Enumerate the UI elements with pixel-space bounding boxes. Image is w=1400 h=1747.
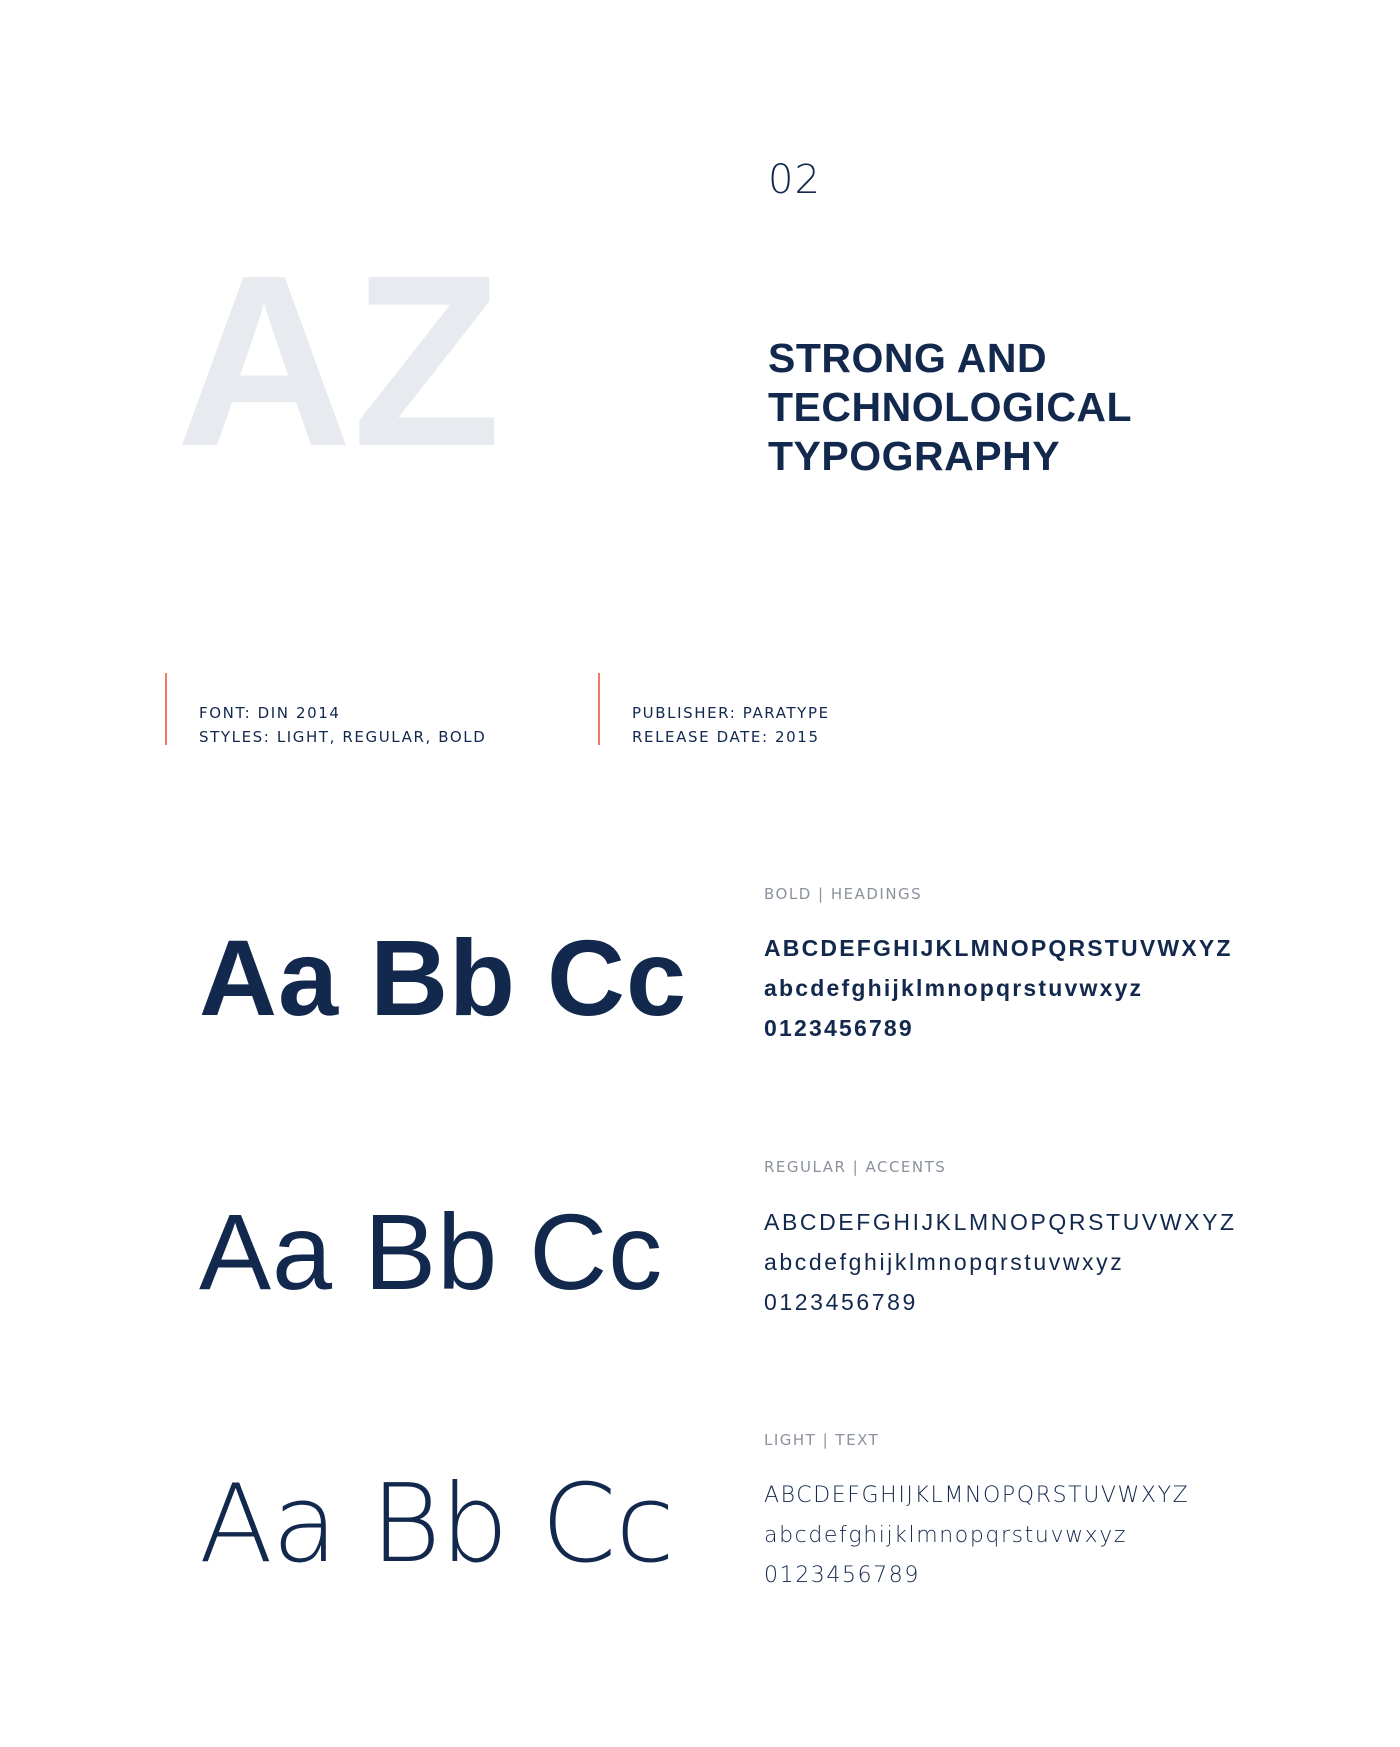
regular-sample: Aa Bb Cc	[199, 1191, 664, 1312]
regular-glyph-set	[764, 1202, 1364, 1322]
light-style-label: LIGHT | TEXT	[764, 1431, 880, 1449]
az-watermark: AZ	[176, 224, 502, 497]
bold-style-label: BOLD | HEADINGS	[764, 885, 923, 903]
regular-lowercase: abcdefghijklmnopqrstuvwxyz	[764, 1249, 1125, 1275]
bold-uppercase: ABCDEFGHIJKLMNOPQRSTUVWXYZ	[764, 935, 1233, 961]
headline-line-3: TYPOGRAPHY	[768, 433, 1061, 479]
light-uppercase: ABCDEFGHIJKLMNOPQRSTUVWXYZ	[764, 1483, 1190, 1508]
publisher-text: PUBLISHER: PARATYPE	[632, 704, 830, 722]
font-info-block	[165, 673, 585, 745]
headline-line-2: TECHNOLOGICAL	[768, 384, 1133, 430]
page-number: 02	[768, 157, 821, 203]
light-glyph-set	[764, 1476, 1364, 1596]
publisher-info-block	[598, 673, 1018, 745]
bold-sample: Aa Bb Cc	[199, 917, 688, 1038]
font-name-text: FONT: DIN 2014	[199, 704, 341, 722]
font-styles-text: STYLES: LIGHT, REGULAR, BOLD	[199, 728, 487, 746]
bold-digits: 0123456789	[764, 1015, 914, 1041]
light-lowercase: abcdefghijklmnopqrstuvwxyz	[764, 1523, 1128, 1548]
release-date-text: RELEASE DATE: 2015	[632, 728, 820, 746]
light-digits: 0123456789	[764, 1563, 920, 1588]
bold-glyph-set	[764, 928, 1364, 1048]
bold-lowercase: abcdefghijklmnopqrstuvwxyz	[764, 975, 1144, 1001]
headline-line-1: STRONG AND	[768, 335, 1048, 381]
regular-style-label: REGULAR | ACCENTS	[764, 1158, 947, 1176]
regular-digits: 0123456789	[764, 1289, 918, 1315]
light-sample: Aa Bb Cc	[199, 1462, 674, 1587]
page-title	[768, 334, 1328, 481]
regular-uppercase: ABCDEFGHIJKLMNOPQRSTUVWXYZ	[764, 1209, 1237, 1235]
